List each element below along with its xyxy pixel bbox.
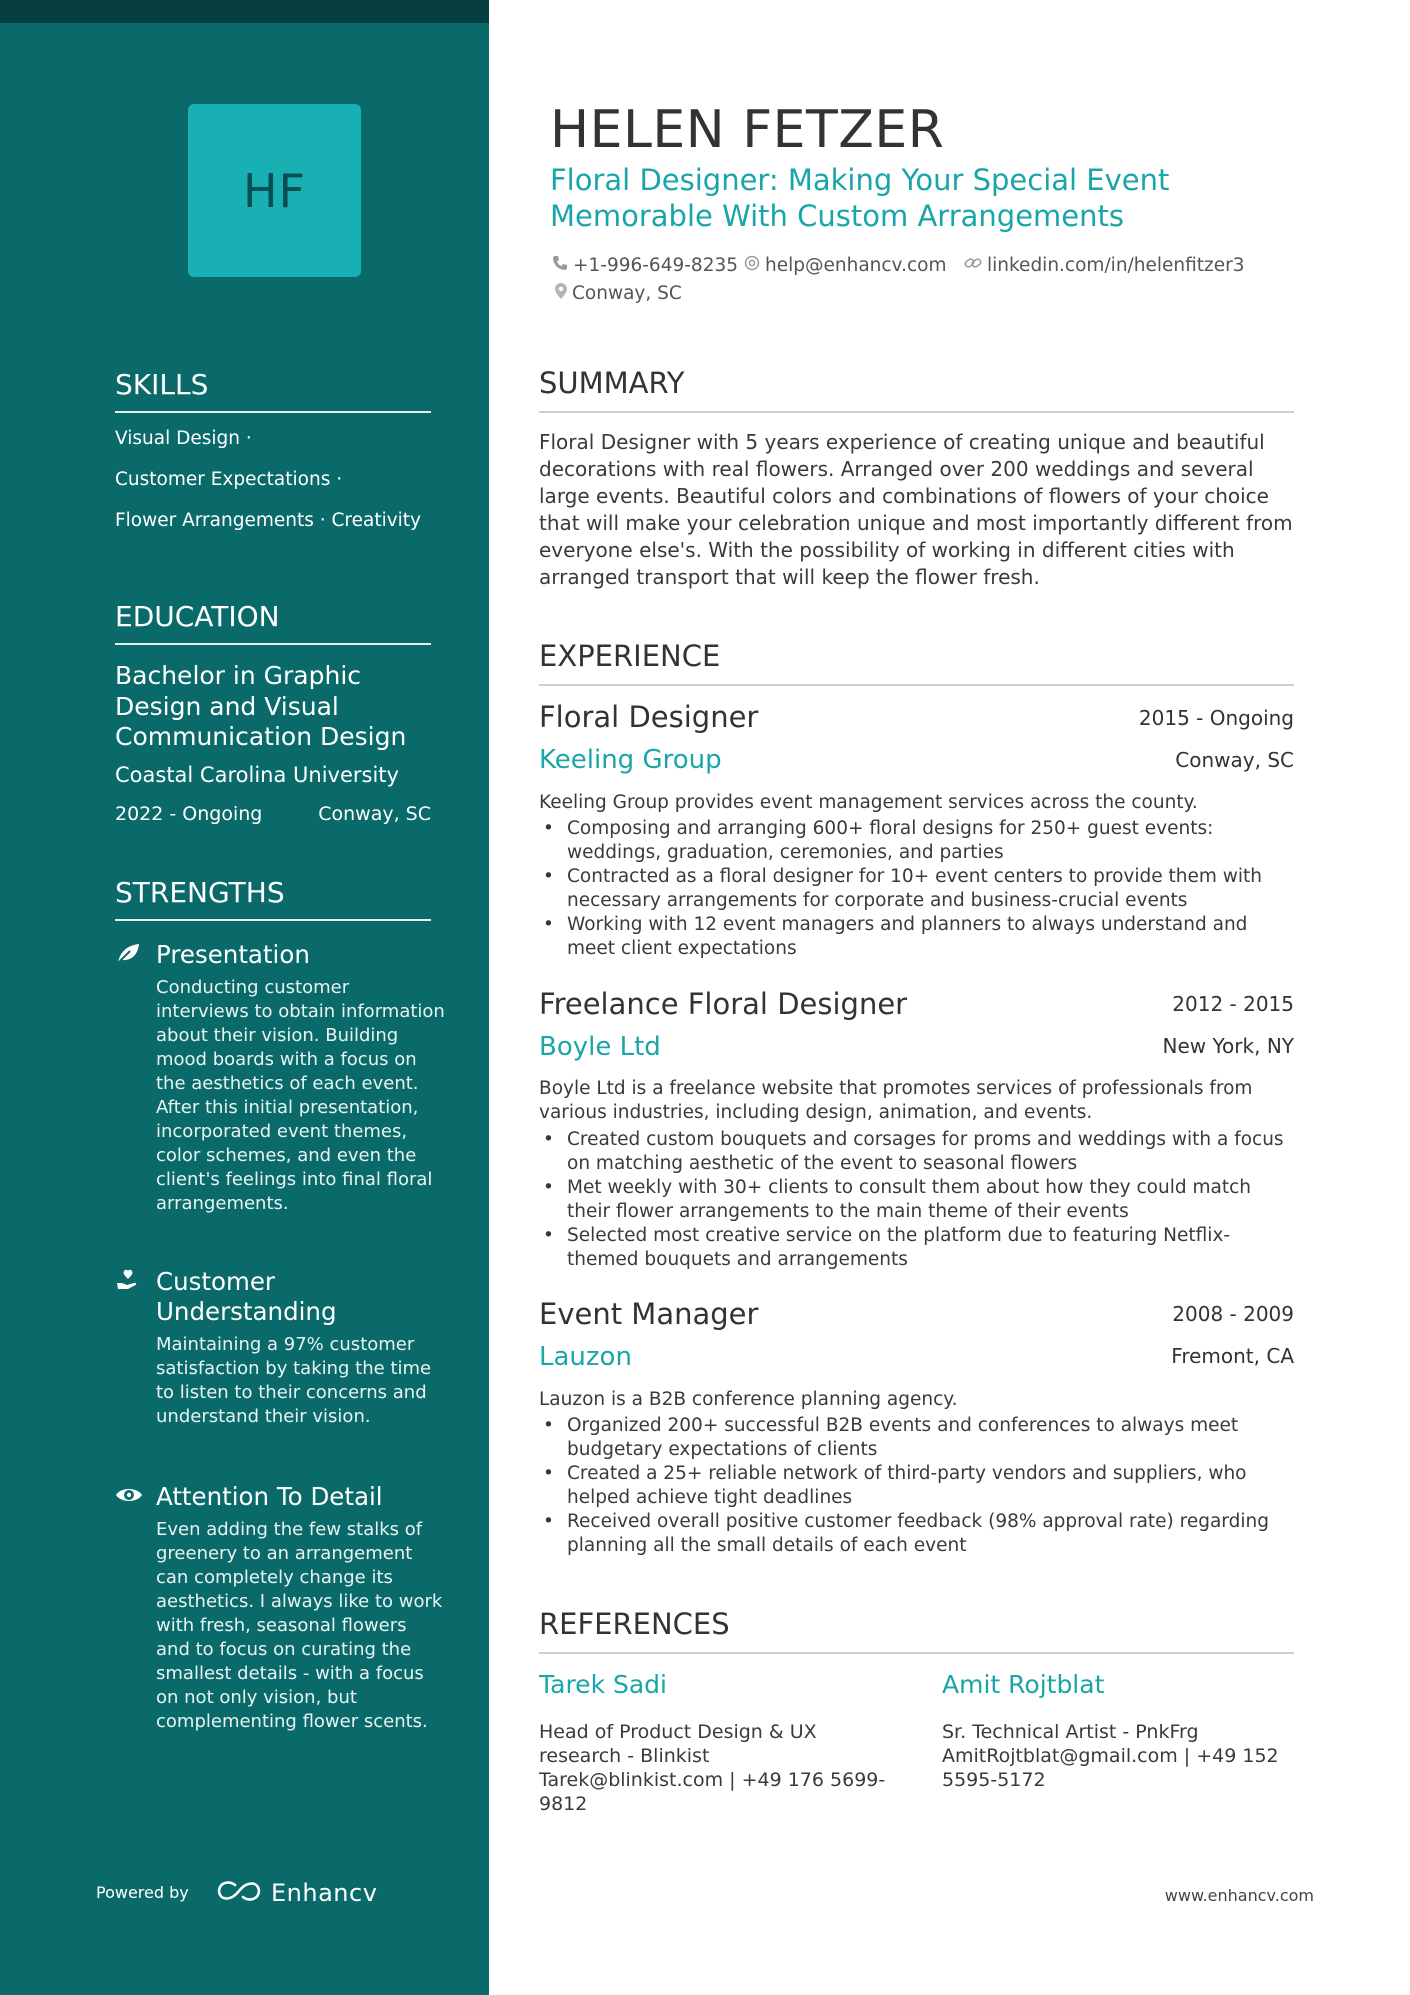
phone-icon xyxy=(552,255,573,276)
job-bullet: • Contracted as a floral designer for 10+ event centers to provide them with necessary arrangements for corporate and business-crucial events xyxy=(539,865,1299,913)
sidebar xyxy=(0,0,489,1995)
education-dates: 2022 - Ongoing xyxy=(115,803,263,825)
strength-title: Customer Understanding xyxy=(156,1267,337,1326)
at-icon xyxy=(744,255,765,276)
reference-name: Tarek Sadi xyxy=(539,1670,667,1699)
job-company: Lauzon xyxy=(539,1342,632,1372)
job-description: Keeling Group provides event management services across the county. xyxy=(539,792,1198,813)
job-title: Freelance Floral Designer xyxy=(539,987,908,1021)
contact-location xyxy=(555,283,682,304)
summary-text: Floral Designer with 5 years experience of creating unique and beautiful decorations with real flowers. Arranged over 200 weddings and several large events. Beautiful colors and combinations of flowers of your choice that will make your celebration unique and most importantly different from everyone else's. With the possibility of working in different cities with arranged transport that will keep the flower fresh. xyxy=(539,430,1293,589)
link-icon xyxy=(964,255,987,276)
strength-title: Presentation xyxy=(156,940,310,969)
linkedin-text: linkedin.com/in/helenfitzer3 xyxy=(987,255,1245,276)
job-bullet: • Organized 200+ successful B2B events and conferences to always meet budgetary expectations of clients xyxy=(539,1414,1299,1462)
contact-phone xyxy=(552,255,738,276)
job-bullets xyxy=(539,817,1299,961)
strengths-heading: STRENGTHS xyxy=(115,876,431,921)
job-dates: 2008 - 2009 xyxy=(1172,1302,1294,1326)
job-dates: 2012 - 2015 xyxy=(1172,992,1294,1016)
reference-role: Sr. Technical Artist - PnkFrg xyxy=(942,1721,1199,1743)
reference-contact: Tarek@blinkist.com | +49 176 5699-9812 xyxy=(539,1769,886,1815)
reference-name: Amit Rojtblat xyxy=(942,1670,1105,1699)
job-company: Keeling Group xyxy=(539,745,722,775)
job-title: Event Manager xyxy=(539,1297,759,1331)
strength-title: Attention To Detail xyxy=(156,1482,383,1511)
job-location: New York, NY xyxy=(1162,1034,1294,1058)
job-bullet: • Created a 25+ reliable network of third-party vendors and suppliers, who helped achieve tight deadlines xyxy=(539,1462,1299,1510)
education-location: Conway, SC xyxy=(318,803,431,825)
sidebar-top-bar xyxy=(0,0,489,23)
skills-list xyxy=(115,428,445,551)
hand-heart-icon xyxy=(115,1267,141,1293)
job-location: Conway, SC xyxy=(1175,748,1294,772)
references-heading: REFERENCES xyxy=(539,1607,1294,1654)
job-title: Floral Designer xyxy=(539,700,759,734)
skill-item: Customer Expectations · xyxy=(115,469,343,490)
eye-icon xyxy=(115,1482,141,1508)
job-bullet: • Received overall positive customer feedback (98% approval rate) regarding planning all the small details of each event xyxy=(539,1510,1299,1558)
avatar: HF xyxy=(188,104,361,277)
email-text: help@enhancv.com xyxy=(765,255,947,276)
job-location: Fremont, CA xyxy=(1171,1344,1294,1368)
job-description: Boyle Ltd is a freelance website that promotes services of professionals from various industries, including design, animation, and events. xyxy=(539,1078,1253,1123)
strength-description: Even adding the few stalks of greenery to an arrangement can completely change its aesthetics. I always like to work with fresh, seasonal flowers and to focus on curating the smallest details - with a focus on not only vision, but complementing flower scents. xyxy=(156,1519,443,1732)
job-bullet: • Created custom bouquets and corsages for proms and weddings with a focus on matching aesthetic of the event to seasonal flowers xyxy=(539,1128,1299,1176)
skill-item: Flower Arrangements · Creativity xyxy=(115,510,422,531)
contact-email[interactable] xyxy=(744,255,946,276)
job-dates: 2015 - Ongoing xyxy=(1138,706,1294,730)
enhancv-logo[interactable] xyxy=(215,1878,377,1908)
job-bullets xyxy=(539,1414,1299,1558)
skill-item: Visual Design · xyxy=(115,428,252,449)
job-bullets xyxy=(539,1128,1299,1272)
education-degree: Bachelor in Graphic Design and Visual Communication Design xyxy=(115,661,407,751)
enhancv-brand: Enhancv xyxy=(271,1879,378,1907)
enhancv-logo-icon xyxy=(215,1878,263,1908)
job-bullet: • Selected most creative service on the platform due to featuring Netflix-themed bouquets and arrangements xyxy=(539,1224,1299,1272)
leaf-icon xyxy=(115,940,141,966)
job-bullet: • Met weekly with 30+ clients to consult them about how they could match their flower arrangements to the main theme of their events xyxy=(539,1176,1299,1224)
strength-description: Maintaining a 97% customer satisfaction by taking the time to listen to their concerns and understand their vision. xyxy=(156,1334,432,1427)
education-school: Coastal Carolina University xyxy=(115,763,399,787)
contact-linkedin[interactable] xyxy=(964,255,1245,276)
education-heading: EDUCATION xyxy=(115,600,431,645)
candidate-name: HELEN FETZER xyxy=(550,100,945,160)
job-description: Lauzon is a B2B conference planning agency. xyxy=(539,1389,958,1410)
experience-heading: EXPERIENCE xyxy=(539,639,1294,686)
location-pin-icon xyxy=(555,283,572,304)
job-bullet: • Working with 12 event managers and planners to always understand and meet client expectations xyxy=(539,913,1299,961)
job-company: Boyle Ltd xyxy=(539,1032,661,1062)
website-link[interactable]: www.enhancv.com xyxy=(1164,1886,1314,1905)
skills-heading: SKILLS xyxy=(115,368,431,413)
reference-role: Head of Product Design & UX research - Blinkist xyxy=(539,1721,817,1767)
education-meta xyxy=(115,803,431,825)
reference-contact: AmitRojtblat@gmail.com | +49 152 5595-5172 xyxy=(942,1745,1279,1791)
location-text: Conway, SC xyxy=(572,283,682,304)
summary-heading: SUMMARY xyxy=(539,366,1294,413)
phone-text: +1-996-649-8235 xyxy=(573,255,739,276)
job-bullet: • Composing and arranging 600+ floral designs for 250+ guest events: weddings, graduation, ceremonies, and parties xyxy=(539,817,1299,865)
candidate-tagline: Floral Designer: Making Your Special Event Memorable With Custom Arrangements xyxy=(550,163,1170,233)
powered-by-label: Powered by xyxy=(96,1883,189,1902)
strength-description: Conducting customer interviews to obtain information about their vision. Building mood boards with a focus on the aesthetics of each event. After this initial presentation, incorporated event themes, color schemes, and even the client's feelings into final floral arrangements. xyxy=(156,977,445,1214)
